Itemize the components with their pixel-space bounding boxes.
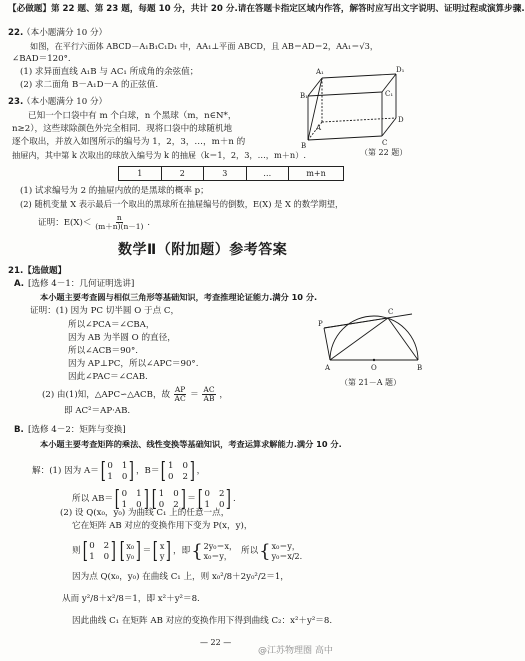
q21b-line7: 从而 y²/8＋x²/8＝1，即 x²＋y²＝8.: [62, 594, 200, 604]
q22-number: 22.: [8, 28, 24, 38]
vector-x0-y0: x₀ y₀: [126, 541, 135, 561]
matrix-m3: 0 2 1 0: [204, 488, 225, 511]
fig21-label-p: P: [318, 320, 323, 328]
q21b-line4: 它在矩阵 AB 对应的变换作用下变为 P(x，y)，: [72, 521, 253, 531]
q21a-figure-caption: （第 21－A 题）: [340, 378, 402, 387]
q23-line4: 抽屉内，其中第 k 次取出的球放入编号为 k 的抽屉（k＝1，2，3，…，m＋n）.: [12, 150, 306, 160]
fig22-label-a1: A₁: [316, 68, 324, 76]
q21b-line6: 因为点 Q(x₀，y₀) 在曲线 C₁ 上，则 x₀²/8＋2y₀²/2＝1，: [72, 572, 289, 582]
q22-line2: ∠BAD＝120°.: [12, 54, 71, 64]
fig22-label-b: B: [301, 142, 307, 150]
q21b-title: [选修 4－2：矩阵与变换]: [28, 425, 126, 435]
fig22-label-d: D: [398, 116, 404, 124]
matrix-m1: 0 1 1 0: [121, 488, 142, 511]
q23-proof-numerator: n: [116, 213, 122, 222]
drawer-cell-1: 1: [119, 167, 162, 180]
q22-line1: 如图，在平行六面体 ABCD－A₁B₁C₁D₁ 中，AA₁⊥平面 ABCD，且 AB＝AD＝2，AA₁＝√3，: [30, 41, 379, 51]
q21b-head: B.: [14, 425, 24, 435]
q21a-line4: 所以∠ACB＝90°.: [68, 346, 139, 356]
fig22-label-a: A: [316, 124, 322, 132]
required-note-line1: 【必做题】第 22 题、第 23 题，每题 10 分，共计 20 分.请在答题卡指定区域内作答，解答时应写出文字说明、证明过程或演算步骤.: [8, 4, 525, 14]
q22-figure-caption: （第 22 题）: [360, 148, 408, 157]
q23-drawer-table: [118, 166, 344, 181]
drawer-cell-2: 2: [162, 167, 205, 180]
q22-score: （本小题满分 10 分）: [22, 28, 108, 38]
q21b-line1: 解：(1) 因为 A＝ [ 0 1 1 0 ] ，B＝ [ 1 0 0 2 ] ，: [32, 459, 206, 484]
q21a-line7: (2) 由(1)知，△APC∽△ACB，故 $\frac{AP}{AC}$ ＝ $\frac{AC}{AB}$ ，: [42, 385, 228, 403]
q21a-fraction-ac-ab: $\frac{AC}{AB}$: [203, 385, 215, 403]
drawer-cell-3: 3: [204, 167, 247, 180]
q21b-line2: 所以 AB＝ [ 0 1 1 0 ] [ 1 0 0 2 ] ＝ [ 0 2 1 0 ] .: [72, 487, 236, 512]
system-1: 2y₀＝x， x₀＝y，: [203, 541, 237, 561]
watermark: @江苏物理圈 高中: [258, 646, 333, 656]
matrix-m2: 1 0 0 2: [158, 488, 179, 511]
q23-line1: 已知一个口袋中有 m 个白球，n 个黑球（m，n∈N*，: [28, 111, 237, 121]
vector-x-y: x y: [159, 541, 165, 561]
q21a-intro: 本小题主要考查圆与相似三角形等基础知识，考查推理论证能力.满分 10 分.: [40, 292, 318, 302]
fig21-label-o: O: [371, 364, 377, 372]
q21a-line2: 所以∠PCA＝∠CBA，: [68, 320, 155, 330]
q23-proof: 证明：E(X)＜ $\frac{n}{(m+n)(n-1)}$ .: [38, 213, 150, 231]
matrix-m4: 0 2 1 0: [89, 540, 110, 563]
q21a-line3: 因为 AB 为半圆 O 的直径，: [68, 333, 176, 343]
drawer-cell-last: m+n: [306, 168, 326, 178]
fig22-label-d1: D₁: [396, 66, 405, 74]
fig22-label-c1: C₁: [385, 90, 394, 98]
q22-sub1: (1) 求异面直线 A₁B 与 AC₁ 所成角的余弦值；: [20, 67, 199, 77]
q23-line2: n≥2），这些球除颜色外完全相同．现将口袋中的球随机地: [12, 124, 233, 134]
q21a-proof-line1: 证明：(1) 因为 PC 切半圆 O 于点 C，: [30, 306, 180, 316]
matrix-a: 0 1 1 0: [107, 460, 128, 483]
q21b-line5: 则 [ 0 2 1 0 ] [ x₀ y₀ ] ＝ [ x y ] ，即 { 2y₀＝x， x₀＝y， 所以 { x₀＝y， y₀＝x/2.: [72, 539, 303, 564]
drawer-cell-ellipsis: …: [247, 167, 290, 180]
q23-proof-denominator: (m＋n)(n－1): [95, 221, 144, 231]
system-2: x₀＝y， y₀＝x/2.: [271, 541, 303, 561]
q21a-line5: 因为 AP⊥PC，所以∠APC＝90°.: [68, 359, 199, 369]
q23-sub1: (1) 试求编号为 2 的抽屉内放的是黑球的概率 p；: [20, 186, 209, 196]
q23-proof-fraction: [95, 214, 143, 231]
q23-number: 23.: [8, 97, 24, 107]
q21a-fraction-ap-ac: $\frac{AP}{AC}$: [174, 385, 186, 403]
q21-number: 21.【选做题】: [8, 266, 67, 276]
fig21-label-c: C: [388, 308, 394, 316]
q21a-line6: 因此∠PAC＝∠CAB.: [68, 372, 148, 382]
q23-sub2: (2) 随机变量 X 表示最后一个取出的黑球所在抽屉编号的倒数，E(X) 是 X 的数学期望，: [20, 199, 344, 209]
q23-line3: 逐个取出，并放入如图所示的编号为 1，2，3，…，m＋n 的: [12, 137, 246, 147]
fig21-label-a: A: [325, 364, 331, 372]
q21b-line8: 因此曲线 C₁ 在矩阵 AB 对应的变换作用下得到曲线 C₂：x²＋y²＝8.: [72, 616, 333, 626]
q22-sub2: (2) 求二面角 B－A₁D－A 的正弦值.: [20, 80, 159, 90]
q21a-head: A.: [14, 279, 25, 289]
fig22-label-c: C: [382, 139, 388, 147]
q22-parallelepiped-figure: [300, 64, 420, 156]
q23-score: （本小题满分 10 分）: [22, 97, 108, 107]
fig21-label-b: B: [417, 364, 423, 372]
q21b-line3: (2) 设 Q(x₀，y₀) 为曲线 C₁ 上的任意一点，: [60, 508, 230, 518]
q21a-line8: 即 AC²＝AP·AB.: [64, 406, 131, 416]
q21a-title: [选修 4－1：几何证明选讲]: [28, 279, 135, 289]
q21a-semicircle-figure: [318, 302, 430, 380]
fig22-label-b1: B₁: [300, 92, 308, 100]
q21b-intro: 本小题主要考查矩阵的乘法、线性变换等基础知识，考查运算求解能力.满分 10 分.: [40, 439, 342, 449]
q23-proof-prefix: 证明：E(X)＜: [38, 217, 92, 228]
matrix-b: 1 0 0 2: [168, 460, 188, 483]
page-number: — 22 —: [200, 638, 232, 647]
section-title: 数学Ⅱ（附加题）参考答案: [118, 242, 288, 258]
